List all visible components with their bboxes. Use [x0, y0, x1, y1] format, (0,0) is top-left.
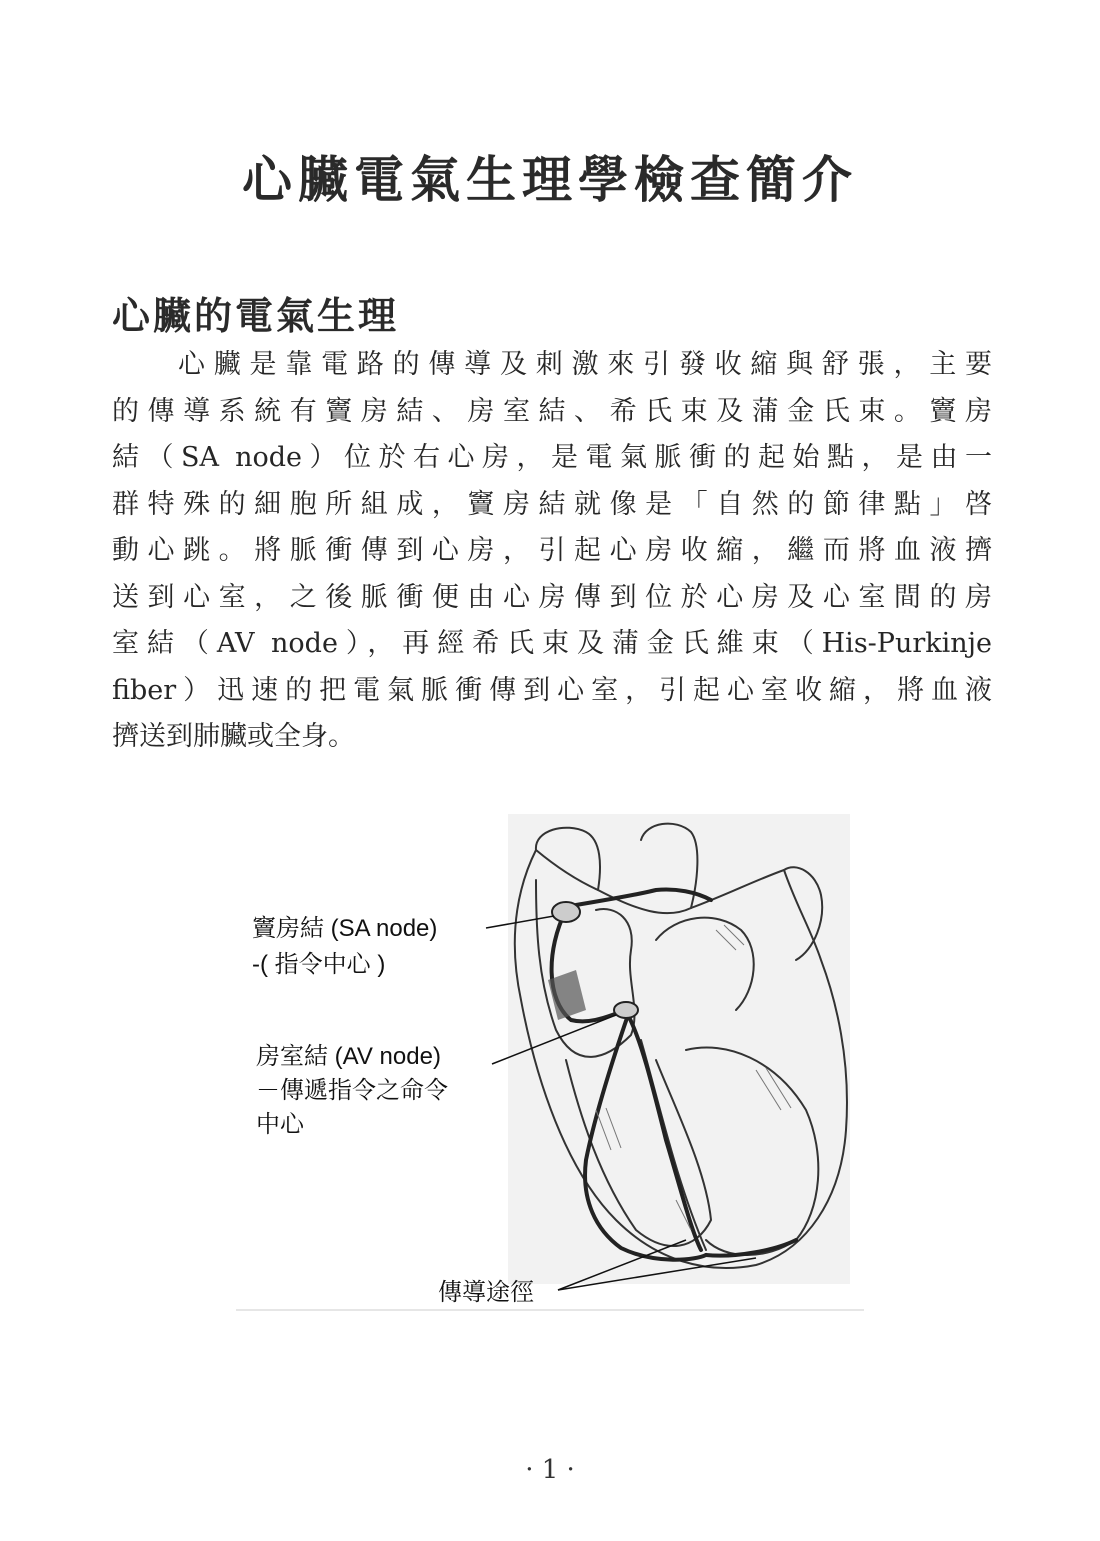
- paragraph-line: 的傳導系統有竇房結、房室結、希氏束及蒲金氏束。竇房: [112, 395, 992, 427]
- av-node-label-line1: 房室結 (AV node): [256, 1043, 441, 1070]
- page-number: · 1 ·: [525, 1455, 575, 1485]
- av-node-label-line3: 中心: [256, 1111, 304, 1138]
- paragraph-line: 群特殊的細胞所組成，竇房結就像是「自然的節律點」啓: [112, 488, 992, 520]
- paragraph-line: 動心跳。將脈衝傳到心房，引起心房收縮，繼而將血液擠: [112, 535, 992, 566]
- paragraph-line: fiber）迅速的把電氣脈衝傳到心室，引起心室收縮，將血液: [112, 674, 992, 706]
- av-node-label-line2: －傳遞指令之命令: [256, 1077, 448, 1104]
- sa-node-label-line1: 竇房結 (SA node): [252, 915, 438, 942]
- sa-node-marker: [552, 902, 580, 922]
- body-paragraph: [112, 342, 992, 761]
- paragraph-line: 擠送到肺臟或全身。: [112, 721, 355, 752]
- paragraph-line: 結（SA node）位於右心房，是電氣脈衝的起始點，是由一: [112, 442, 992, 473]
- heart-diagram: [236, 810, 866, 1315]
- paragraph-line: 室結（AV node），再經希氏束及蒲金氏維束（His-Purkinje: [112, 628, 992, 659]
- sa-node-label-line2: -( 指令中心 ): [252, 951, 386, 978]
- heart-conduction-figure: [236, 810, 866, 1315]
- illustration-background: [508, 814, 850, 1284]
- conduction-pathway-label: 傳導途徑: [438, 1279, 534, 1306]
- av-node-marker: [614, 1002, 638, 1018]
- paragraph-line: 送到心室，之後脈衝便由心房傳到位於心房及心室間的房: [112, 581, 992, 613]
- document-title: 心臟電氣生理學檢查簡介: [242, 150, 858, 209]
- paragraph-line: 心臟是靠電路的傳導及刺激來引發收縮與舒張，主要: [178, 349, 992, 380]
- section-heading: 心臟的電氣生理: [112, 293, 400, 338]
